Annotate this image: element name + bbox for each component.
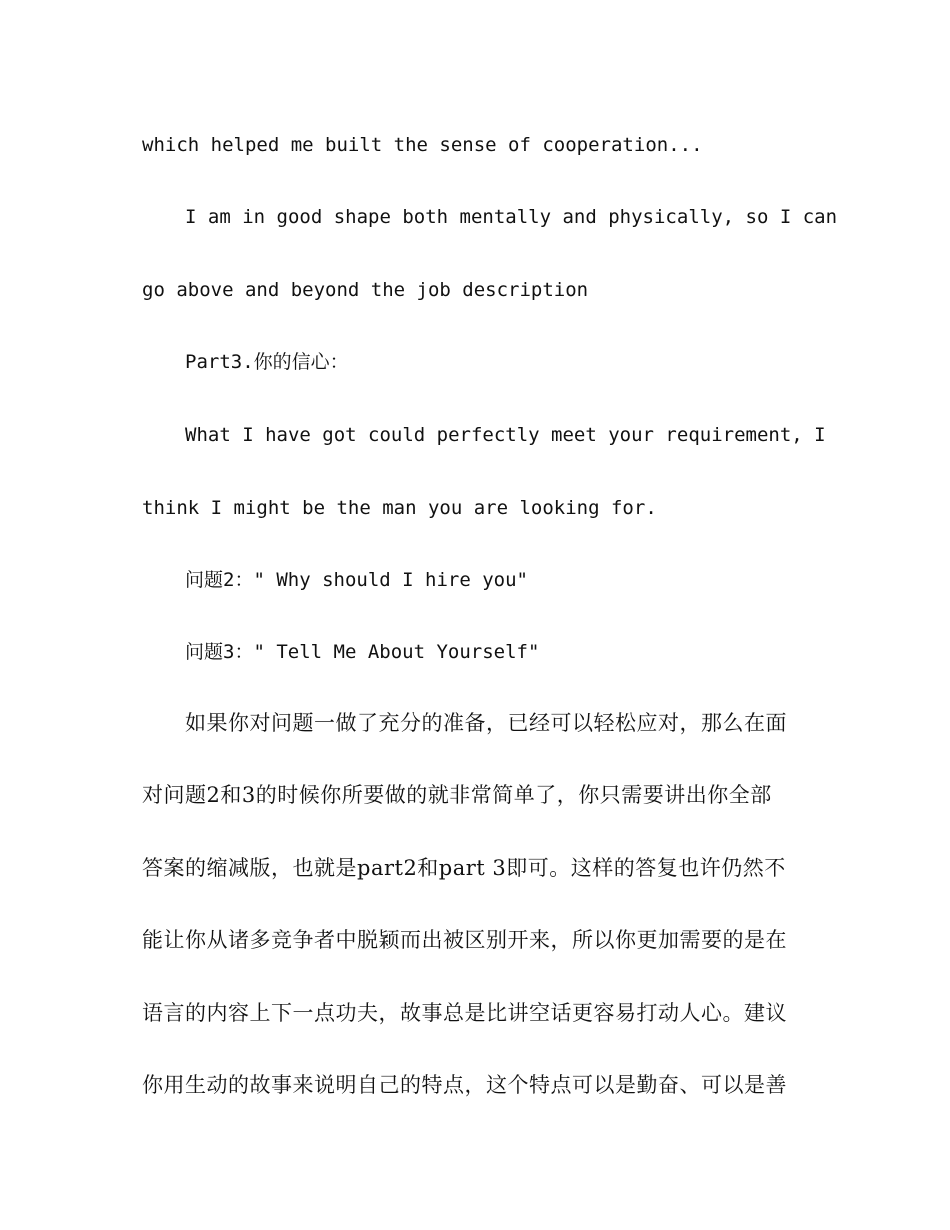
section-heading: Part3.你的信心： <box>185 351 349 373</box>
paragraph-line: 如果你对问题一做了充分的准备，已经可以轻松应对，那么在面 <box>185 711 787 735</box>
paragraph-line: which helped me built the sense of cooperation... <box>142 134 703 156</box>
paragraph-line: think I might be the man you are looking for. <box>142 497 657 519</box>
question-heading: 问题3：" Tell Me About Yourself" <box>185 641 540 663</box>
paragraph-line: 能让你从诸多竞争者中脱颖而出被区别开来，所以你更加需要的是在 <box>142 928 787 952</box>
paragraph-line: 对问题2和3的时候你所要做的就非常简单了，你只需要讲出你全部 <box>142 783 772 807</box>
paragraph-line: go above and beyond the job description <box>142 279 589 301</box>
question-heading: 问题2：" Why should I hire you" <box>185 569 528 591</box>
paragraph-line: 语言的内容上下一点功夫，故事总是比讲空话更容易打动人心。建议 <box>142 1001 787 1025</box>
paragraph-line: I am in good shape both mentally and physically, so I can <box>185 206 838 228</box>
paragraph-line: What I have got could perfectly meet your requirement, I <box>185 424 826 446</box>
paragraph-line: 你用生动的故事来说明自己的特点，这个特点可以是勤奋、可以是善 <box>142 1073 787 1097</box>
paragraph-line: 答案的缩减版，也就是part2和part 3即可。这样的答复也许仍然不 <box>142 856 786 880</box>
